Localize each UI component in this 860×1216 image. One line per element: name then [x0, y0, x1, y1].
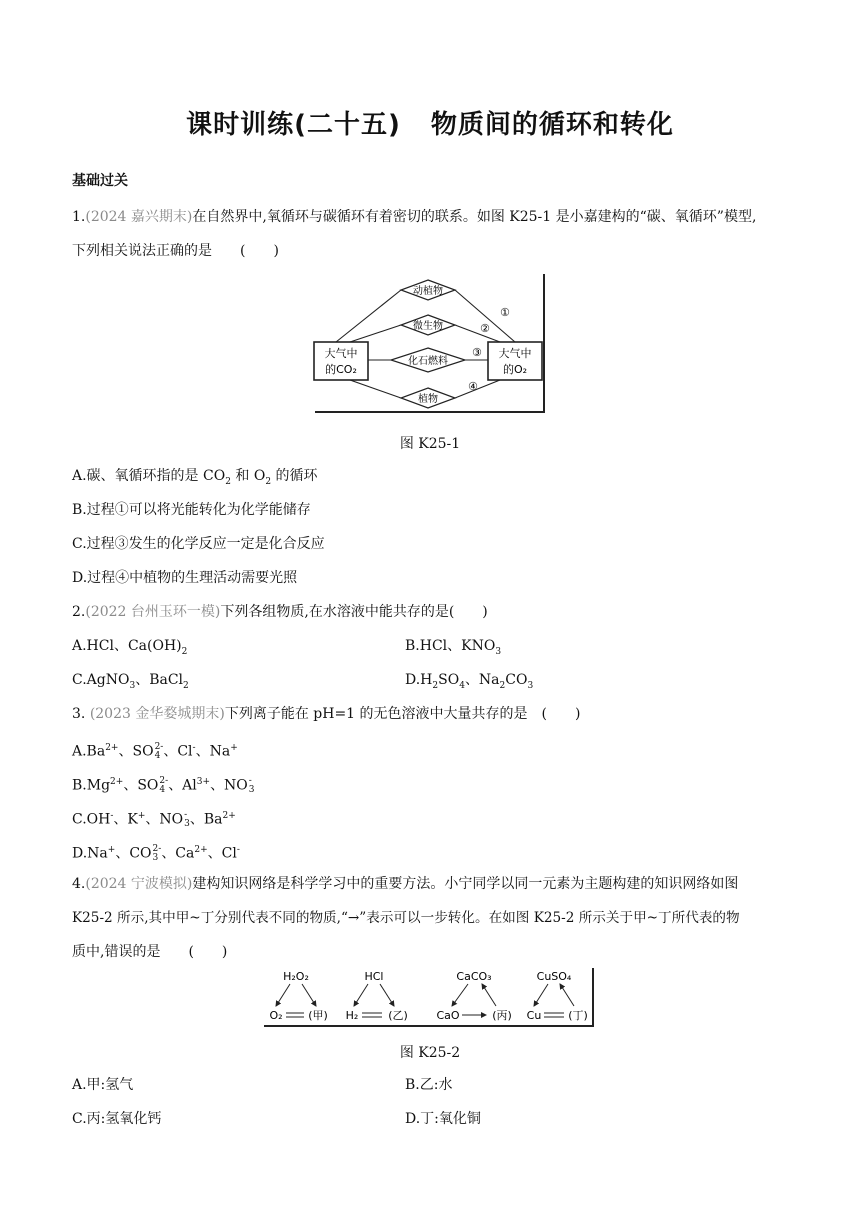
g1-right: (甲) [308, 1009, 328, 1022]
box-co2-line1: 大气中 [324, 347, 358, 360]
q1-option-a: A.碳、氧循环指的是 $CO_2$ 和 $O_2$ 的循环 [72, 468, 318, 487]
q2-source: (2022 台州玉环一模) [85, 604, 221, 620]
q4-stem-line1: 4.(2024 宁波模拟)建构知识网络是科学学习中的重要方法。小宁同学以同一元素为主题构建的知识网络如图 [72, 876, 739, 892]
mark-2: ② [480, 322, 490, 335]
section-heading: 基础过关 [72, 173, 128, 189]
q2-option-c: C.AgNO$_3$、BaCl$_2$ [72, 672, 189, 691]
mark-4: ④ [468, 380, 478, 393]
g3-left: CaO [436, 1009, 460, 1022]
g2-left: H₂ [345, 1009, 359, 1022]
caption-k25-1: 图 K25-1 [399, 436, 461, 452]
q3-option-b: $B.Mg^{2+}$、SO 2- 4 、$Al^{3+}$、NO - 3 [72, 775, 255, 795]
q2-option-b: B.HCl、$KNO_3$ [405, 638, 502, 657]
mark-1: ① [500, 306, 510, 319]
box-o2-line2: 的O₂ [502, 363, 528, 376]
g2-right: (乙) [388, 1009, 408, 1022]
q4-stem-line2: K25-2 所示,其中甲~丁分别代表不同的物质,“→”表示可以一步转化。在如图 K25-2 所示关于甲~丁所代表的物 [72, 910, 740, 926]
g4-left: Cu [526, 1009, 542, 1022]
q1-option-b: B.过程①可以将光能转化为化学能储存 [72, 502, 311, 518]
q3-option-d: D.Na+、CO 2- 3 、$Ca^{2+}$、Cl- [72, 843, 240, 863]
q3-source: (2023 金华婺城期末) [89, 706, 225, 722]
title-lesson: 课时训练(二十五) [186, 110, 401, 140]
g1-left: O₂ [269, 1009, 283, 1022]
figure-k25-2 [262, 966, 598, 1028]
node-plants: 植物 [418, 394, 438, 405]
q3-option-a: $A.Ba^{2+}$、SO 2- 4 、Cl-、Na+ [72, 741, 238, 761]
q4-option-a: A.甲:氢气 [72, 1077, 134, 1093]
q1-source: (2024 嘉兴期末) [85, 209, 193, 225]
q1-stem-line1: 1.(2024 嘉兴期末)在自然界中,氧循环与碳循环有着密切的联系。如图 K25-1 是小嘉建构的“碳、氧循环”模型, [72, 209, 757, 225]
page-title [0, 104, 860, 141]
g2-top: HCl [364, 970, 384, 983]
node-animals-plants: 动植物 [413, 286, 443, 297]
g3-top: CaCO₃ [456, 970, 492, 983]
q4-option-b: B.乙:水 [405, 1077, 453, 1093]
q1-stem-line2: 下列相关说法正确的是 ( ) [72, 243, 279, 259]
box-o2-line1: 大气中 [498, 347, 532, 360]
node-microbes: 微生物 [413, 321, 443, 332]
figure-k25-1 [300, 272, 550, 418]
q3-option-c: C.OH-、K+、NO - 3 、$Ba^{2+}$ [72, 809, 236, 829]
q4-option-c: C.丙:氢氧化钙 [72, 1111, 162, 1127]
q4-source: (2024 宁波模拟) [85, 876, 193, 892]
q1-option-c: C.过程③发生的化学反应一定是化合反应 [72, 536, 325, 552]
box-co2-line2: 的CO₂ [325, 363, 357, 376]
title-topic: 物质间的循环和转化 [430, 110, 674, 140]
g4-right: (丁) [568, 1009, 588, 1022]
node-fossil-fuels: 化石燃料 [408, 356, 448, 367]
q1-option-d: D.过程④中植物的生理活动需要光照 [72, 570, 298, 586]
g1-top: H₂O₂ [283, 970, 309, 983]
q4-stem-line3: 质中,错误的是 ( ) [72, 944, 228, 960]
q2-stem: 2.(2022 台州玉环一模)下列各组物质,在水溶液中能共存的是( ) [72, 604, 488, 620]
q2-option-d: $D.H_2SO_4$、$Na_2CO_3$ [405, 672, 534, 691]
q4-option-d: D.丁:氧化铜 [405, 1111, 481, 1127]
q3-stem: 3. (2023 金华婺城期末)下列离子能在 pH=1 的无色溶液中大量共存的是 ( ) [72, 706, 581, 722]
caption-k25-2: 图 K25-2 [399, 1045, 461, 1061]
g4-top: CuSO₄ [536, 970, 572, 983]
mark-3: ③ [472, 346, 482, 359]
g3-right: (丙) [492, 1009, 512, 1022]
q2-option-a: A.HCl、$Ca(OH)_2$ [72, 638, 188, 657]
